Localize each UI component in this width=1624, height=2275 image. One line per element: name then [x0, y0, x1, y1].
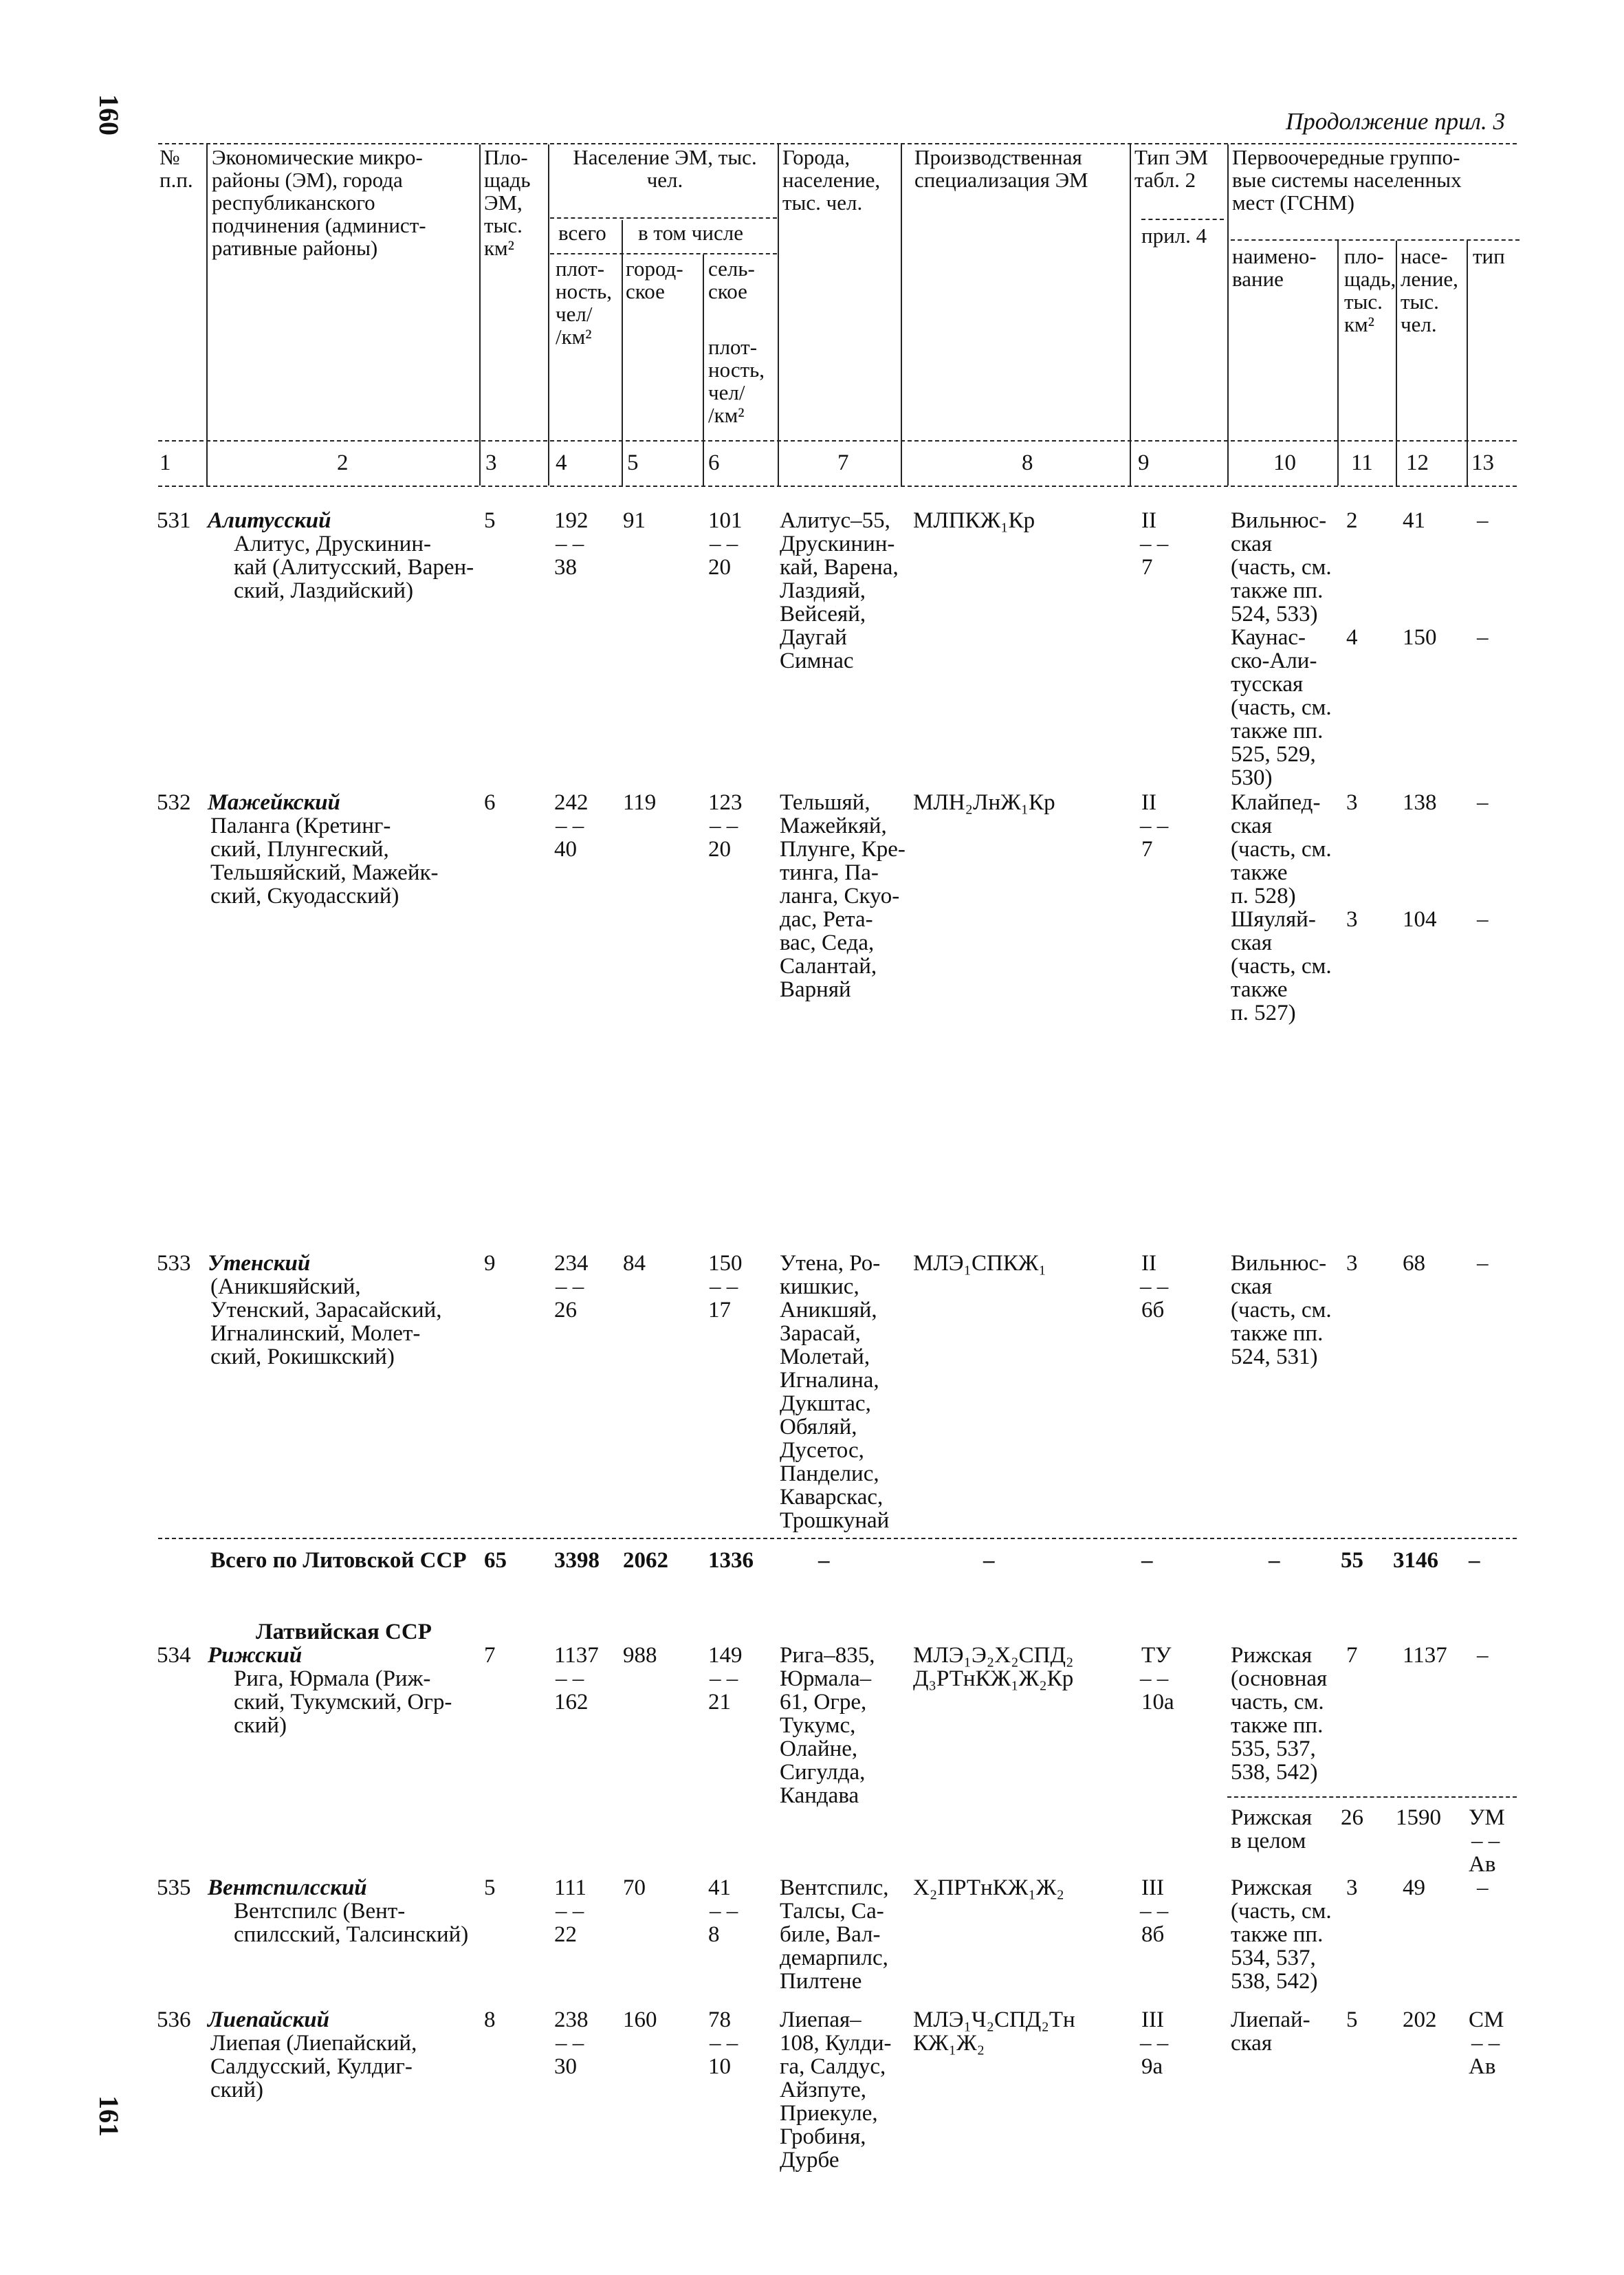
row-type-b: 6б — [1141, 1298, 1165, 1322]
total-c10: – — [1269, 1548, 1280, 1573]
row-area: 6 — [484, 790, 496, 815]
frac: – – — [556, 532, 584, 556]
colnum: 10 — [1273, 450, 1296, 475]
row-type-b: 8б — [1141, 1922, 1165, 1947]
page-number-bottom: 161 — [94, 2096, 124, 2137]
row-g2-name: Шяуляй- ская (часть, см. также п. 527) — [1231, 907, 1332, 1025]
row-g1-area: 3 — [1346, 1875, 1358, 1900]
row-total: 1137 — [554, 1643, 599, 1668]
row-urban: 70 — [623, 1875, 646, 1900]
hdr-g-type: тип — [1473, 244, 1505, 268]
row-sub: (Аникшяйский, Утенский, Зарасайский, Игналинский, Молет- ский, Рокишкский) — [210, 1274, 442, 1369]
row-sub: Вентспилс (Вент- спилсский, Талсинский) — [234, 1899, 469, 1947]
row-g2-type: УМ — [1469, 1805, 1505, 1830]
row-g2-area: 3 — [1346, 907, 1358, 932]
row-spec: МЛПКЖ₁Кр — [913, 508, 1035, 533]
frac: – – — [710, 1899, 738, 1924]
frac: – – — [710, 2031, 738, 2056]
col-line — [622, 220, 623, 486]
frac: – – — [1471, 1829, 1500, 1853]
row-g2-type-b: Ав — [1469, 1852, 1496, 1877]
row-g1-type: – — [1477, 790, 1489, 815]
hdr-pop-urban: город- ское — [626, 257, 683, 303]
rule-pop-sub — [550, 217, 777, 219]
hdr-area: Пло- щадь ЭМ, тыс. км² — [484, 145, 531, 260]
row-g2-area: 26 — [1341, 1805, 1363, 1830]
hdr-type-b: прил. 4 — [1141, 224, 1207, 248]
colnum: 12 — [1406, 450, 1429, 475]
total-rural: 1336 — [708, 1548, 754, 1573]
row-num: 535 — [157, 1875, 191, 1900]
row-area: 5 — [484, 1875, 496, 1900]
row-g2-name: Каунас- ско-Али- тусская (часть, см. также пп. 525, 529, 530) — [1231, 625, 1332, 790]
hdr-spec: Производственная специализация ЭМ — [914, 145, 1088, 192]
col-line — [479, 144, 481, 486]
frac: – – — [1140, 814, 1169, 838]
total-c12: 3146 — [1393, 1548, 1438, 1573]
row-g2-name: Рижская в целом — [1231, 1805, 1313, 1853]
hdr-pop-total: всего — [558, 221, 606, 245]
row-g2-pop: 1590 — [1396, 1805, 1441, 1830]
total-pop: 3398 — [554, 1548, 600, 1573]
row-g1-area: 7 — [1346, 1643, 1358, 1668]
row-name: Вентспилсский — [208, 1875, 367, 1900]
continuation-note: Продолжение прил. 3 — [1286, 108, 1505, 135]
rule-pop-sub2 — [550, 253, 777, 254]
row-type: II — [1141, 1251, 1156, 1276]
row-urban: 91 — [623, 508, 646, 533]
rule-top — [158, 143, 1517, 144]
row-cities: Рига–835, Юрмала– 61, Огре, Тукумс, Олайне, Сигулда, Кандава — [780, 1643, 875, 1808]
rule-riga — [1227, 1796, 1517, 1798]
row-g1-type: – — [1477, 1251, 1489, 1276]
row-type: II — [1141, 790, 1156, 815]
row-rural-density: 20 — [708, 837, 731, 862]
row-area: 9 — [484, 1251, 496, 1276]
row-type: ТУ — [1141, 1643, 1172, 1668]
row-area: 5 — [484, 508, 496, 533]
col-line — [206, 144, 208, 486]
total-urban: 2062 — [623, 1548, 668, 1573]
row-density: 40 — [554, 837, 577, 862]
row-urban: 84 — [623, 1251, 646, 1276]
row-g1-type: – — [1477, 508, 1489, 533]
frac: – – — [556, 1274, 584, 1299]
frac: – – — [1471, 2031, 1500, 2056]
row-rural-density: 8 — [708, 1922, 720, 1947]
hdr-cities: Города, население, тыс. чел. — [782, 145, 881, 215]
row-rural: 149 — [708, 1643, 743, 1668]
row-sub: Алитус, Друскинин- кай (Алитусский, Варен- ский, Лаздийский) — [234, 532, 474, 603]
row-total: 238 — [554, 2007, 589, 2032]
row-num: 534 — [157, 1643, 191, 1668]
row-g1-area: 3 — [1346, 790, 1358, 815]
hdr-type: Тип ЭМ табл. 2 — [1134, 145, 1209, 192]
row-density: 162 — [554, 1690, 589, 1715]
row-cities: Лиепая– 108, Кулди- га, Салдус, Айзпуте, Приекуле, Гробиня, Дурбе — [780, 2007, 892, 2173]
frac: – – — [710, 1666, 738, 1691]
row-g1-pop: 138 — [1403, 790, 1437, 815]
hdr-gsnm: Первоочередные группо- вые системы населенных мест (ГСНМ) — [1232, 145, 1462, 215]
frac: – – — [556, 2031, 584, 2056]
colnum: 7 — [837, 450, 849, 475]
col-line — [703, 254, 704, 486]
colnum: 5 — [627, 450, 639, 475]
row-g1-name: Рижская (основная часть, см. также пп. 535, 537, 538, 542) — [1231, 1643, 1328, 1785]
row-num: 531 — [157, 508, 191, 533]
frac: – – — [710, 1274, 738, 1299]
total-area: 65 — [484, 1548, 507, 1573]
hdr-g-name: наимено- вание — [1232, 244, 1317, 291]
frac: – – — [1140, 532, 1169, 556]
row-density: 26 — [554, 1298, 577, 1322]
row-type: III — [1141, 2007, 1164, 2032]
frac: – – — [556, 1899, 584, 1924]
row-name: Лиепайский — [208, 2007, 329, 2032]
row-urban: 160 — [623, 2007, 657, 2032]
col-line — [778, 144, 779, 486]
row-g2-type: – — [1477, 907, 1489, 932]
row-cities: Вентспилс, Талсы, Са- биле, Вал- демарпилс, Пилтене — [780, 1875, 889, 1994]
total-c8: – — [983, 1548, 995, 1573]
row-area: 7 — [484, 1643, 496, 1668]
row-total: 111 — [554, 1875, 587, 1900]
row-num: 536 — [157, 2007, 191, 2032]
row-g2-pop: 150 — [1403, 625, 1437, 650]
row-rural-density: 10 — [708, 2054, 731, 2079]
col-line — [1467, 241, 1468, 486]
row-g1-area: 5 — [1346, 2007, 1358, 2032]
col-line — [1337, 241, 1339, 486]
row-g1-pop: 68 — [1403, 1251, 1425, 1276]
row-type-b: 10а — [1141, 1690, 1174, 1715]
row-density: 22 — [554, 1922, 577, 1947]
frac: – – — [1140, 1274, 1169, 1299]
row-g1-type: – — [1477, 1643, 1489, 1668]
hdr-pop-density: плот- ность, чел/ /км² — [556, 257, 613, 349]
row-g1-area: 2 — [1346, 508, 1358, 533]
row-rural: 41 — [708, 1875, 731, 1900]
row-g1-area: 3 — [1346, 1251, 1358, 1276]
row-spec: Х₂ПРТнКЖ₁Ж₂ — [913, 1875, 1064, 1900]
colnum: 1 — [160, 450, 171, 475]
row-name: Алитусский — [208, 508, 331, 533]
latvia-heading: Латвийская ССР — [256, 1620, 432, 1644]
row-g1-type-b: Ав — [1469, 2054, 1496, 2079]
row-num: 533 — [157, 1251, 191, 1276]
row-g1-pop: 1137 — [1403, 1643, 1447, 1668]
hdr-pop-rural-density: плот- ность, чел/ /км² — [708, 335, 765, 427]
total-label: Всего по Литовской ССР — [210, 1548, 467, 1573]
total-c7: – — [818, 1548, 830, 1573]
frac: – – — [556, 1666, 584, 1691]
row-total: 192 — [554, 508, 589, 533]
row-rural: 123 — [708, 790, 743, 815]
row-g1-name: Рижская (часть, см. также пп. 534, 537, 538, 542) — [1231, 1875, 1332, 1994]
row-cities: Алитус–55, Друскинин- кай, Варена, Лаздияй, Вейсеяй, Даугай Симнас — [780, 508, 899, 673]
row-spec: МЛЭ₁Ч₂СПД₂Тн КЖ₁Ж₂ — [913, 2007, 1075, 2056]
row-g2-pop: 104 — [1403, 907, 1437, 932]
total-c9: – — [1141, 1548, 1153, 1573]
frac: – – — [710, 814, 738, 838]
row-g1-type: – — [1477, 1875, 1489, 1900]
total-c11: 55 — [1341, 1548, 1363, 1573]
rule-num-bottom — [158, 486, 1517, 487]
row-g1-name: Лиепай- ская — [1231, 2007, 1310, 2056]
hdr-num: № п.п. — [160, 145, 193, 192]
row-cities: Утена, Ро- кишкис, Аникшяй, Зарасай, Молетай, Игналина, Дукштас, Обяляй, Дусетос, Панделис, Каварскас, Трошкунай — [780, 1251, 890, 1533]
col-line — [1396, 241, 1397, 486]
row-name: Утенский — [208, 1251, 311, 1276]
row-sub: Лиепая (Лиепайский, Салдусский, Кулдиг- ский) — [210, 2031, 417, 2102]
colnum: 9 — [1138, 450, 1150, 475]
row-spec: МЛН₂ЛнЖ₁Кр — [913, 790, 1055, 815]
rule-gsnm-sub — [1231, 239, 1519, 241]
row-type-b: 7 — [1141, 555, 1153, 580]
row-density: 38 — [554, 555, 577, 580]
hdr-region: Экономические микро- районы (ЭМ), города республиканского подчинения (админист- ративные районы) — [212, 145, 426, 260]
frac: – – — [556, 814, 584, 838]
page-number-top: 160 — [94, 94, 124, 135]
rule-total — [158, 1538, 1517, 1539]
hdr-pop-incl: в том числе — [638, 221, 743, 245]
row-rural-density: 17 — [708, 1298, 731, 1322]
row-g2-type: – — [1477, 625, 1489, 650]
row-rural: 101 — [708, 508, 743, 533]
row-name: Рижский — [208, 1643, 303, 1668]
colnum: 6 — [708, 450, 720, 475]
row-num: 532 — [157, 790, 191, 815]
row-rural-density: 21 — [708, 1690, 731, 1715]
hdr-pop-group: Население ЭМ, тыс. чел. — [573, 145, 757, 192]
hdr-pop-rural: сель- ское — [708, 257, 755, 303]
col-line — [548, 144, 549, 486]
row-type: II — [1141, 508, 1156, 533]
row-g1-pop: 49 — [1403, 1875, 1425, 1900]
row-g1-pop: 202 — [1403, 2007, 1437, 2032]
row-density: 30 — [554, 2054, 577, 2079]
frac: – – — [1140, 1666, 1169, 1691]
total-c13: – — [1469, 1548, 1480, 1573]
row-cities: Тельшяй, Мажейкяй, Плунге, Кре- тинга, Па- ланга, Скуо- дас, Рета- вас, Седа, Салантай, Варняй — [780, 790, 906, 1002]
hdr-g-pop: насе- ление, тыс. чел. — [1401, 244, 1458, 336]
col-line — [1130, 144, 1131, 486]
row-area: 8 — [484, 2007, 496, 2032]
row-sub: Рига, Юрмала (Риж- ский, Тукумский, Огр- ский) — [234, 1666, 452, 1738]
row-g1-name: Вильнюс- ская (часть, см. также пп. 524, 531) — [1231, 1251, 1332, 1369]
row-g1-name: Клайпед- ская (часть, см. также п. 528) — [1231, 790, 1332, 908]
hdr-g-area: пло- щадь, тыс. км² — [1344, 244, 1396, 336]
row-spec: МЛЭ₁Э₂Х₂СПД₂ Д₃РТнКЖ₁Ж₂Кр — [913, 1643, 1074, 1691]
colnum: 4 — [556, 450, 567, 475]
rule-type-frac — [1141, 219, 1224, 220]
row-rural: 78 — [708, 2007, 731, 2032]
row-urban: 988 — [623, 1643, 657, 1668]
frac: – – — [1140, 1899, 1169, 1924]
row-g1-name: Вильнюс- ская (часть, см. также пп. 524, 533) — [1231, 508, 1332, 627]
row-sub: Паланга (Кретинг- ский, Плунгеский, Тельшяйский, Мажейк- ский, Скуодасский) — [210, 814, 439, 908]
row-spec: МЛЭ₁СПКЖ₁ — [913, 1251, 1046, 1276]
frac: – – — [1140, 2031, 1169, 2056]
row-total: 234 — [554, 1251, 589, 1276]
row-rural: 150 — [708, 1251, 743, 1276]
frac: – – — [710, 532, 738, 556]
row-total: 242 — [554, 790, 589, 815]
rule-num-top — [158, 440, 1517, 442]
row-g1-type: СМ — [1469, 2007, 1504, 2032]
row-rural-density: 20 — [708, 555, 731, 580]
row-type-b: 7 — [1141, 837, 1153, 862]
colnum: 3 — [485, 450, 497, 475]
colnum: 8 — [1022, 450, 1033, 475]
row-g1-pop: 41 — [1403, 508, 1425, 533]
col-line — [1227, 144, 1229, 486]
colnum: 2 — [337, 450, 349, 475]
row-type: III — [1141, 1875, 1164, 1900]
colnum: 13 — [1471, 450, 1494, 475]
row-name: Мажейкский — [208, 790, 340, 815]
row-urban: 119 — [623, 790, 657, 815]
colnum: 11 — [1351, 450, 1373, 475]
row-g2-area: 4 — [1346, 625, 1358, 650]
row-type-b: 9а — [1141, 2054, 1163, 2079]
col-line — [901, 144, 902, 486]
